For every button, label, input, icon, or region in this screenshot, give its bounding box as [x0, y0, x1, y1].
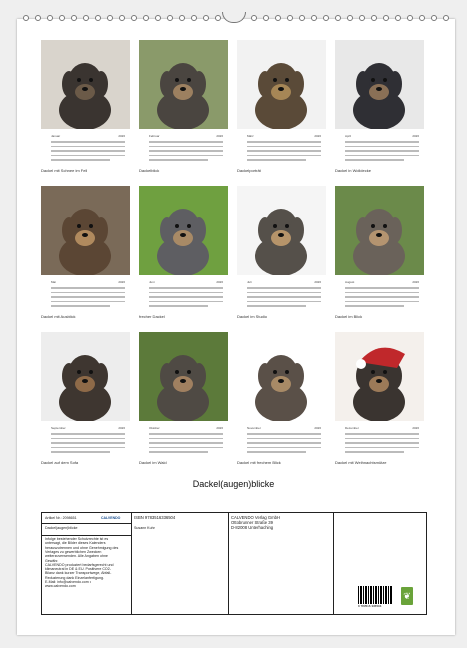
binding-ring — [311, 15, 317, 21]
dog-photo — [237, 40, 326, 129]
month-name: Mai — [51, 280, 56, 284]
calendar-week — [247, 301, 321, 303]
dog-photo — [139, 332, 228, 421]
binding-ring — [23, 15, 29, 21]
calendar-week — [51, 296, 125, 298]
info-col-3 — [228, 513, 334, 614]
dog-photo — [237, 332, 326, 421]
calendar-week — [247, 447, 321, 449]
binding-ring — [383, 15, 389, 21]
binding-ring — [347, 15, 353, 21]
calendar-week — [51, 292, 125, 294]
month-year: 2026 — [314, 134, 321, 138]
calendar-week — [51, 146, 125, 148]
binding-ring — [407, 15, 413, 21]
binding-ring — [59, 15, 65, 21]
calendar-week — [51, 451, 110, 453]
photo-caption: Dackel mit Weihnachtsmütze — [335, 460, 387, 465]
binding-ring — [251, 15, 257, 21]
binding-ring — [323, 15, 329, 21]
binding-ring — [131, 15, 137, 21]
calendar-week — [51, 159, 110, 161]
legal-text-line: herauszutrennen und ohne Genehmigung des — [45, 545, 119, 550]
calendar-week — [149, 451, 208, 453]
photo-caption: Dackel mit Ausblick — [41, 314, 76, 319]
dog-photo — [41, 40, 130, 129]
legal-text-line: Reduzierung dank Einzelanfertigung. — [45, 575, 104, 580]
dog-photo — [41, 186, 130, 275]
calendar-week — [149, 146, 223, 148]
calendar-week — [345, 155, 419, 157]
binding-ring — [107, 15, 113, 21]
calendar-week — [247, 159, 306, 161]
calendar-week — [51, 301, 125, 303]
calendar-title: Dackel(augen)blicke — [192, 479, 275, 489]
calendar-week — [51, 442, 125, 444]
binding-ring — [95, 15, 101, 21]
month-calendar — [345, 134, 419, 160]
binding-ring — [359, 15, 365, 21]
photo-caption: Dackel mit frechem Blick — [237, 460, 281, 465]
month-year: 2026 — [314, 426, 321, 430]
month-name: November — [247, 426, 261, 430]
photo-caption: frecher Dackel — [139, 314, 165, 319]
binding-ring — [443, 15, 449, 21]
calendar-week — [345, 296, 419, 298]
calendar-week — [149, 155, 223, 157]
binding-ring — [335, 15, 341, 21]
calendar-week — [51, 438, 125, 440]
legal-text-line: E-Mail: info@calvendo.com • — [45, 580, 92, 584]
calendar-week — [51, 155, 125, 157]
photo-caption: Dackel mit Schnee im Fell — [41, 168, 88, 173]
calendar-week — [149, 301, 223, 303]
info-col-1 — [42, 513, 132, 614]
photo-caption: Dackelporträt — [237, 168, 261, 173]
binding-ring — [119, 15, 125, 21]
binding-ring — [179, 15, 185, 21]
binding-ring — [263, 15, 269, 21]
barcode-number: 9 783516 336504 — [358, 604, 382, 608]
calendar-week — [51, 150, 125, 152]
dog-photo — [335, 40, 424, 129]
calendar-week — [247, 296, 321, 298]
month-year: 2026 — [216, 134, 223, 138]
calendar-week — [247, 305, 306, 307]
binding-ring — [35, 15, 41, 21]
month-calendar — [149, 426, 223, 452]
calendar-week — [51, 447, 125, 449]
binding-ring — [275, 15, 281, 21]
month-calendar — [51, 134, 125, 160]
calendar-week — [345, 287, 419, 289]
calendar-week — [149, 438, 223, 440]
legal-text-line: weiterzuverwenden. Alle Angaben ohne — [45, 554, 108, 559]
calendar-week — [345, 438, 419, 440]
month-calendar — [51, 426, 125, 452]
calendar-week — [345, 442, 419, 444]
month-calendar — [149, 280, 223, 306]
month-year: 2026 — [412, 426, 419, 430]
article-number: Artikel Nr.: 2098651 — [45, 516, 77, 520]
calendar-week — [345, 433, 419, 435]
calendar-week — [149, 305, 208, 307]
month-calendar — [345, 426, 419, 452]
photo-caption: Dackel im Wald — [139, 460, 167, 465]
binding-ring — [143, 15, 149, 21]
calendar-week — [149, 433, 223, 435]
isbn: ISBN 9783516336504 — [134, 515, 176, 520]
legal-text-line: Verlages zu gewerblichen Zwecken — [45, 549, 102, 554]
dog-photo — [335, 186, 424, 275]
photo-caption: Dackelblick — [139, 168, 160, 173]
month-year: 2026 — [412, 134, 419, 138]
legal-text-line: Bilanz dank kurzer Transportwege, Abfall- — [45, 571, 112, 576]
binding-ring — [419, 15, 425, 21]
month-year: 2026 — [118, 426, 125, 430]
month-year: 2026 — [412, 280, 419, 284]
eco-leaf-icon: ❦ — [401, 587, 413, 605]
publisher-line-1: CALVENDO Verlag GmbH — [231, 515, 281, 520]
month-name: Oktober — [149, 426, 160, 430]
month-year: 2026 — [314, 280, 321, 284]
binding-ring — [395, 15, 401, 21]
month-calendar — [149, 134, 223, 160]
author: Susann Kuhr — [134, 526, 155, 530]
calendar-week — [345, 159, 404, 161]
calendar-week — [345, 141, 419, 143]
month-name: Februar — [149, 134, 160, 138]
calendar-week — [51, 305, 110, 307]
dog-photo — [139, 40, 228, 129]
publisher-line-3: D-82008 Unterhaching — [231, 525, 274, 530]
calendar-week — [149, 287, 223, 289]
binding-ring — [47, 15, 53, 21]
calendar-week — [345, 146, 419, 148]
binding-ring — [431, 15, 437, 21]
calendar-week — [247, 150, 321, 152]
info-col-2 — [131, 513, 229, 614]
month-name: März — [247, 134, 254, 138]
binding-ring — [215, 15, 221, 21]
month-year: 2026 — [216, 280, 223, 284]
month-calendar — [51, 280, 125, 306]
legal-text-line: Infolge bestehender Schutzrechte ist es — [45, 537, 109, 541]
month-calendar — [247, 280, 321, 306]
divider — [42, 523, 131, 524]
binding-ring — [203, 15, 209, 21]
month-calendar — [247, 134, 321, 160]
calendar-week — [247, 451, 306, 453]
calendar-week — [51, 287, 125, 289]
calendar-week — [247, 141, 321, 143]
binding-ring — [191, 15, 197, 21]
barcode — [358, 586, 392, 604]
legal-text-line: klimaneutral in DE & EU. Positivere CO2- — [45, 567, 111, 572]
binding-ring — [155, 15, 161, 21]
calvendo-logo: CALVENDO — [101, 516, 121, 520]
calendar-week — [51, 141, 125, 143]
calendar-week — [247, 433, 321, 435]
calendar-week — [149, 141, 223, 143]
month-name: Januar — [51, 134, 61, 138]
calendar-week — [247, 292, 321, 294]
dog-photo — [335, 332, 424, 421]
binding-ring — [71, 15, 77, 21]
calendar-week — [345, 305, 404, 307]
calendar-week — [345, 451, 404, 453]
calendar-week — [149, 296, 223, 298]
month-name: August — [345, 280, 355, 284]
calendar-week — [149, 292, 223, 294]
month-name: Juli — [247, 280, 252, 284]
photo-caption: Dackel im Blick — [335, 314, 363, 319]
calendar-week — [247, 155, 321, 157]
month-name: September — [51, 426, 66, 430]
legal-text-line: Gewähr. — [45, 558, 59, 563]
calendar-week — [345, 447, 419, 449]
divider — [42, 535, 131, 536]
month-year: 2026 — [118, 280, 125, 284]
info-box — [41, 512, 427, 615]
month-name: Juni — [149, 280, 155, 284]
photo-caption: Dackel in Wolldecke — [335, 168, 371, 173]
calendar-week — [247, 146, 321, 148]
product-title: Dackel(augen)blicke — [45, 526, 78, 530]
calendar-week — [247, 287, 321, 289]
dog-photo — [139, 186, 228, 275]
calendar-week — [247, 442, 321, 444]
month-year: 2026 — [216, 426, 223, 430]
legal-text-line: CALVENDO produziert bedarfsgerecht und — [45, 562, 114, 567]
legal-text-line: www.calvendo.com — [45, 584, 76, 589]
calendar-week — [149, 447, 223, 449]
calendar-week — [149, 442, 223, 444]
calendar-week — [345, 301, 419, 303]
calendar-week — [51, 433, 125, 435]
month-name: April — [345, 134, 352, 138]
month-calendar — [247, 426, 321, 452]
binding-ring — [299, 15, 305, 21]
photo-caption: Dackel im Studio — [237, 314, 268, 319]
month-calendar — [345, 280, 419, 306]
calendar-week — [345, 292, 419, 294]
dog-photo — [41, 332, 130, 421]
calendar-week — [345, 150, 419, 152]
month-name: Dezember — [345, 426, 359, 430]
calendar-week — [247, 438, 321, 440]
dog-photo — [237, 186, 326, 275]
legal-text-line: untersagt, die Bilder dieses Kalenders — [45, 541, 106, 546]
binding-ring — [167, 15, 173, 21]
calendar-week — [149, 150, 223, 152]
calendar-week — [149, 159, 208, 161]
photo-caption: Dackel auf dem Sofa — [41, 460, 79, 465]
publisher-line-2: Ottobrunner Straße 39 — [231, 520, 273, 525]
binding-ring — [83, 15, 89, 21]
binding-ring — [371, 15, 377, 21]
binding-ring — [287, 15, 293, 21]
month-year: 2026 — [118, 134, 125, 138]
